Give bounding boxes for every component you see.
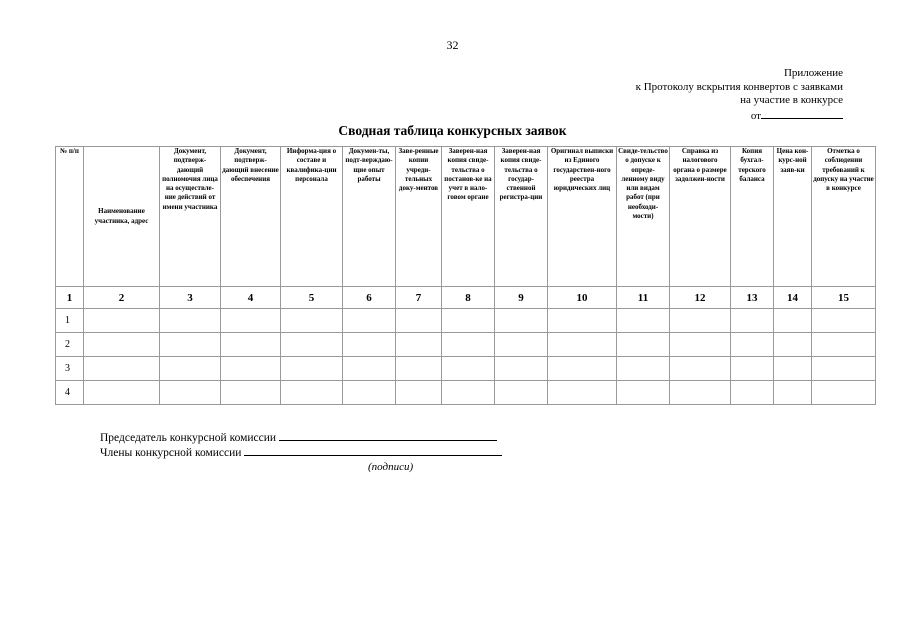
applications-table <box>55 146 876 405</box>
table-cell[interactable] <box>343 381 396 405</box>
column-number: 3 <box>160 287 221 309</box>
document-title: Сводная таблица конкурсных заявок <box>338 123 567 138</box>
table-cell[interactable] <box>774 309 812 333</box>
column-header: Докумен-ты, подт-верждаю-щие опыт работы <box>343 147 396 287</box>
table-cell[interactable] <box>442 357 495 381</box>
table-cell[interactable] <box>281 333 343 357</box>
table-cell[interactable] <box>221 381 281 405</box>
date-blank[interactable] <box>761 108 843 119</box>
column-header: Оригинал выписки из Единого государствен-ного реестра юридических лиц <box>548 147 617 287</box>
table-cell[interactable] <box>548 333 617 357</box>
column-number: 15 <box>812 287 876 309</box>
table-row <box>56 381 876 405</box>
column-header: Документ, подтверж-дающий внесение обеспечения <box>221 147 281 287</box>
table-cell[interactable] <box>812 333 876 357</box>
table-header-row <box>56 147 876 287</box>
table-cell[interactable] <box>396 309 442 333</box>
table-cell[interactable] <box>160 381 221 405</box>
column-number: 8 <box>442 287 495 309</box>
row-number: 4 <box>56 381 84 405</box>
table-cell[interactable] <box>617 333 670 357</box>
table-cell[interactable] <box>731 381 774 405</box>
table-cell[interactable] <box>670 333 731 357</box>
column-header: Копия бухгал-терского баланса <box>731 147 774 287</box>
table-cell[interactable] <box>343 357 396 381</box>
column-header: Свиде-тельство о допуске к опреде-ленному виду или видам работ (при необходи-мости) <box>617 147 670 287</box>
column-number-row <box>56 287 876 309</box>
members-line <box>100 445 502 460</box>
table-cell[interactable] <box>548 309 617 333</box>
column-number: 11 <box>617 287 670 309</box>
table-cell[interactable] <box>495 333 548 357</box>
row-number: 1 <box>56 309 84 333</box>
signatures-note: (подписи) <box>368 461 414 473</box>
appendix-block <box>636 67 843 123</box>
column-header: Заверен-ная копия свиде-тельства о постанов-ке на учет в нало-говом органе <box>442 147 495 287</box>
table-cell[interactable] <box>731 309 774 333</box>
table-cell[interactable] <box>495 309 548 333</box>
table-cell[interactable] <box>343 309 396 333</box>
table-cell[interactable] <box>396 381 442 405</box>
members-signature-blank[interactable] <box>244 445 502 456</box>
column-number: 6 <box>343 287 396 309</box>
table-cell[interactable] <box>670 381 731 405</box>
table-cell[interactable] <box>84 357 160 381</box>
table-cell[interactable] <box>396 357 442 381</box>
table-cell[interactable] <box>617 357 670 381</box>
row-number: 3 <box>56 357 84 381</box>
row-number: 2 <box>56 333 84 357</box>
appendix-date-label: от <box>750 109 761 122</box>
appendix-line-1: Приложение <box>783 67 843 79</box>
column-header: Цена кон-курс-ной заяв-ки <box>774 147 812 287</box>
table-cell[interactable] <box>812 357 876 381</box>
table-cell[interactable] <box>617 309 670 333</box>
table-cell[interactable] <box>812 309 876 333</box>
table-cell[interactable] <box>442 333 495 357</box>
table-cell[interactable] <box>495 357 548 381</box>
appendix-date-line <box>636 108 843 124</box>
table-cell[interactable] <box>670 309 731 333</box>
column-header: Отметка о соблюдении требований к допуску на участие в конкурсе <box>812 147 876 287</box>
table-row <box>56 357 876 381</box>
chairman-label: Председатель конкурсной комиссии <box>100 432 277 444</box>
column-number: 5 <box>281 287 343 309</box>
table-cell[interactable] <box>160 309 221 333</box>
table-cell[interactable] <box>396 333 442 357</box>
column-header: Наименование участника, адрес <box>84 147 160 287</box>
column-number: 13 <box>731 287 774 309</box>
column-number: 7 <box>396 287 442 309</box>
column-number: 4 <box>221 287 281 309</box>
page-number: 32 <box>446 38 459 52</box>
column-header: № п/п <box>56 147 84 287</box>
table-cell[interactable] <box>84 381 160 405</box>
signature-block <box>100 430 502 474</box>
table-cell[interactable] <box>442 309 495 333</box>
table-cell[interactable] <box>221 357 281 381</box>
column-number: 1 <box>56 287 84 309</box>
table-cell[interactable] <box>84 333 160 357</box>
table-cell[interactable] <box>774 381 812 405</box>
table-cell[interactable] <box>617 381 670 405</box>
appendix-line-2: к Протоколу вскрытия конвертов с заявками <box>635 80 843 93</box>
table-cell[interactable] <box>281 309 343 333</box>
column-header: Документ, подтверж-дающий полномочия лица на осуществле-ние действий от имени участника <box>160 147 221 287</box>
table-cell[interactable] <box>670 357 731 381</box>
table-cell[interactable] <box>221 309 281 333</box>
column-number: 14 <box>774 287 812 309</box>
table-cell[interactable] <box>548 357 617 381</box>
column-number: 9 <box>495 287 548 309</box>
chairman-signature-blank[interactable] <box>279 430 497 441</box>
table-cell[interactable] <box>160 357 221 381</box>
table-cell[interactable] <box>160 333 221 357</box>
column-header: Справка из налогового органа о размере задолжен-ности <box>670 147 731 287</box>
table-row <box>56 309 876 333</box>
table-cell[interactable] <box>343 333 396 357</box>
table-cell[interactable] <box>548 381 617 405</box>
column-header: Заверен-ная копия свиде-тельства о государ-ственной регистра-ции <box>495 147 548 287</box>
table-cell[interactable] <box>281 357 343 381</box>
table-cell[interactable] <box>774 357 812 381</box>
appendix-line-3: на участие в конкурсе <box>740 94 843 106</box>
table-cell[interactable] <box>731 333 774 357</box>
table-cell[interactable] <box>442 381 495 405</box>
table-cell[interactable] <box>774 333 812 357</box>
table-cell[interactable] <box>84 309 160 333</box>
column-number: 12 <box>670 287 731 309</box>
column-number: 10 <box>548 287 617 309</box>
table-cell[interactable] <box>812 381 876 405</box>
column-header: Заве-ренные копии учреди-тельных доку-ментов <box>396 147 442 287</box>
column-header: Информа-ция о составе и квалифика-ции персонала <box>281 147 343 287</box>
table-cell[interactable] <box>495 381 548 405</box>
table-row <box>56 333 876 357</box>
column-number: 2 <box>84 287 160 309</box>
table-cell[interactable] <box>281 381 343 405</box>
members-label: Члены конкурсной комиссии <box>100 447 242 459</box>
table-cell[interactable] <box>221 333 281 357</box>
chairman-line <box>100 430 502 445</box>
table-cell[interactable] <box>731 357 774 381</box>
